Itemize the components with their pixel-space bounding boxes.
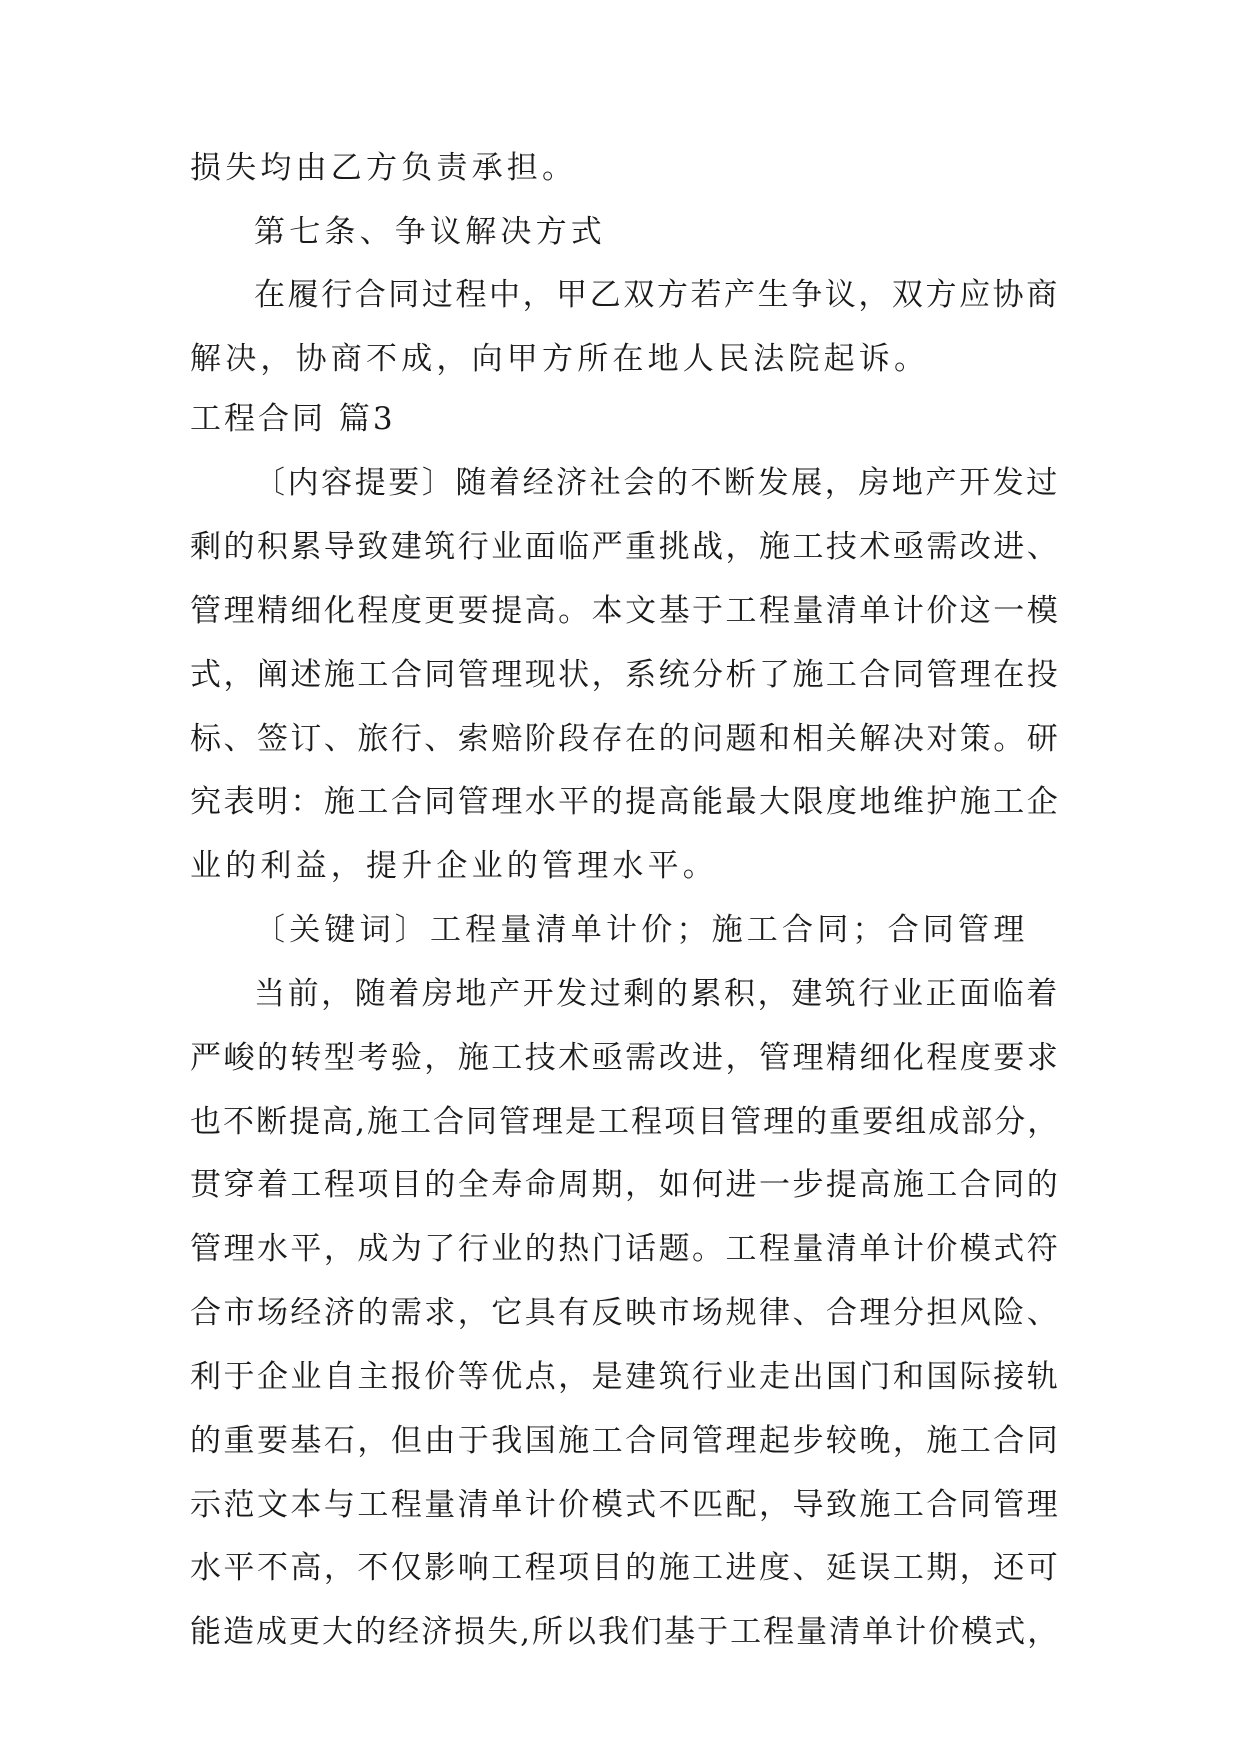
chapter-heading: 工程合同 篇3 (190, 401, 396, 437)
text-line: 严峻的转型考验，施工技术亟需改进，管理精细化程度要求 (190, 1040, 1061, 1076)
keywords-line: 〔关键词〕工程量清单计价；施工合同；合同管理 (254, 912, 1029, 948)
text-line: 也不断提高,施工合同管理是工程项目管理的重要组成部分， (190, 1104, 1061, 1140)
text-line: 管理水平，成为了行业的热门话题。工程量清单计价模式符 (190, 1231, 1061, 1267)
text-line: 解决，协商不成，向甲方所在地人民法院起诉。 (190, 341, 930, 377)
text-line: 管理精细化程度更要提高。本文基于工程量清单计价这一模 (190, 593, 1061, 629)
text-line: 的重要基石，但由于我国施工合同管理起步较晚，施工合同 (190, 1423, 1061, 1459)
text-line: 式，阐述施工合同管理现状，系统分析了施工合同管理在投 (190, 657, 1061, 693)
text-line: 能造成更大的经济损失,所以我们基于工程量清单计价模式， (190, 1614, 1061, 1650)
text-line: 水平不高，不仅影响工程项目的施工进度、延误工期，还可 (190, 1550, 1061, 1586)
text-line: 利于企业自主报价等优点，是建筑行业走出国门和国际接轨 (190, 1359, 1061, 1395)
text-line: 标、签订、旅行、索赔阶段存在的问题和相关解决对策。研 (190, 721, 1061, 757)
text-line: 损失均由乙方负责承担。 (190, 150, 578, 186)
section-heading: 第七条、争议解决方式 (254, 214, 606, 250)
text-line: 贯穿着工程项目的全寿命周期，如何进一步提高施工合同的 (190, 1167, 1061, 1203)
text-line: 〔内容提要〕随着经济社会的不断发展，房地产开发过 (254, 465, 1060, 501)
text-line: 剩的积累导致建筑行业面临严重挑战，施工技术亟需改进、 (190, 529, 1061, 565)
text-line: 示范文本与工程量清单计价模式不匹配，导致施工合同管理 (190, 1487, 1061, 1523)
text-line: 当前，随着房地产开发过剩的累积，建筑行业正面临着 (254, 976, 1060, 1012)
text-line: 究表明：施工合同管理水平的提高能最大限度地维护施工企 (190, 784, 1061, 820)
text-line: 业的利益，提升企业的管理水平。 (190, 848, 718, 884)
text-line: 在履行合同过程中，甲乙双方若产生争议，双方应协商 (254, 277, 1060, 313)
text-line: 合市场经济的需求，它具有反映市场规律、合理分担风险、 (190, 1295, 1061, 1331)
